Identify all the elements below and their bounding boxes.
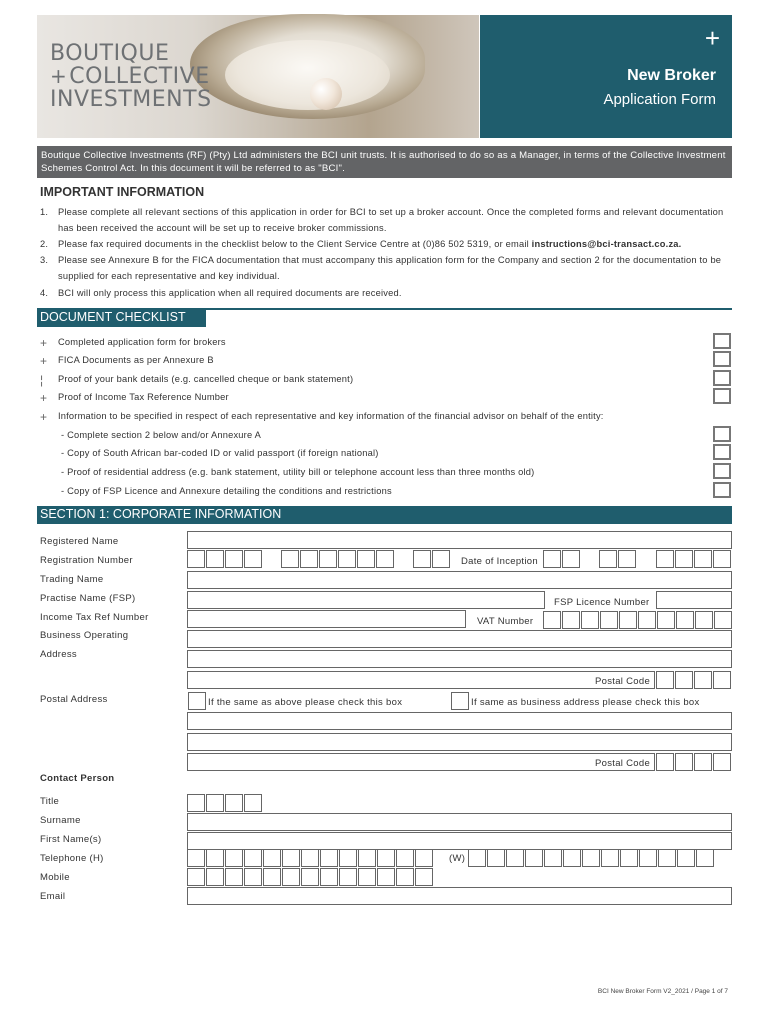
form-title: New Broker	[627, 67, 716, 84]
postal-code-cell[interactable]	[675, 753, 693, 771]
business-operating-label: Business Operating	[40, 630, 129, 641]
checklist-checkbox[interactable]	[713, 482, 731, 498]
registration-digit-cell[interactable]	[187, 550, 205, 568]
mobile-digit-cell[interactable]	[396, 868, 414, 886]
mobile-digit-cell[interactable]	[339, 868, 357, 886]
same-as-business-label: If same as business address please check this box	[471, 697, 700, 708]
telephone-w-label: (W)	[449, 853, 466, 864]
phone-digit-cell[interactable]	[544, 849, 562, 867]
mobile-digit-cell[interactable]	[415, 868, 433, 886]
trading-name-field[interactable]	[187, 571, 732, 589]
registration-digit-cell[interactable]	[319, 550, 337, 568]
phone-digit-cell[interactable]	[506, 849, 524, 867]
header-title-panel	[480, 15, 732, 138]
title-cell[interactable]	[187, 794, 205, 812]
same-as-above-checkbox[interactable]	[188, 692, 206, 710]
mobile-digit-cell[interactable]	[244, 868, 262, 886]
phone-digit-cell[interactable]	[601, 849, 619, 867]
email-field[interactable]	[187, 887, 732, 905]
mobile-digit-cell[interactable]	[282, 868, 300, 886]
income-tax-label: Income Tax Ref Number	[40, 612, 149, 623]
vat-number-label: VAT Number	[477, 616, 534, 627]
plus-bullet-icon: +	[40, 391, 48, 405]
registered-name-field[interactable]	[187, 531, 732, 549]
phone-digit-cell[interactable]	[206, 849, 224, 867]
postal-code-cell[interactable]	[656, 753, 674, 771]
vat-digit-cell[interactable]	[581, 611, 599, 629]
registration-digit-cell[interactable]	[357, 550, 375, 568]
date-cell[interactable]	[656, 550, 674, 568]
form-subtitle: Application Form	[603, 91, 716, 108]
checklist-checkbox[interactable]	[713, 426, 731, 442]
section1-heading: SECTION 1: CORPORATE INFORMATION	[37, 506, 732, 524]
mobile-digit-cell[interactable]	[320, 868, 338, 886]
postal-address-line-3[interactable]	[187, 753, 655, 771]
plus-bullet-icon: ¦	[40, 373, 44, 387]
business-address-line-2[interactable]	[187, 650, 732, 668]
important-heading: IMPORTANT INFORMATION	[40, 185, 205, 199]
surname-field[interactable]	[187, 813, 732, 831]
instructions-email-link[interactable]: instructions@bci-transact.co.za.	[531, 239, 682, 249]
vat-digit-cell[interactable]	[619, 611, 637, 629]
registration-digit-cell[interactable]	[432, 550, 450, 568]
postal-code-cell[interactable]	[713, 753, 731, 771]
checklist-checkbox[interactable]	[713, 333, 731, 349]
phone-digit-cell[interactable]	[187, 849, 205, 867]
postal-code-cell[interactable]	[713, 671, 731, 689]
vat-digit-cell[interactable]	[638, 611, 656, 629]
title-label: Title	[40, 796, 60, 807]
title-cell[interactable]	[206, 794, 224, 812]
date-cell[interactable]	[675, 550, 693, 568]
phone-digit-cell[interactable]	[225, 849, 243, 867]
date-cell[interactable]	[562, 550, 580, 568]
phone-digit-cell[interactable]	[525, 849, 543, 867]
checklist-checkbox[interactable]	[713, 444, 731, 460]
checklist-sub-item: - Complete section 2 below and/or Annexure A	[61, 430, 262, 440]
mobile-digit-cell[interactable]	[206, 868, 224, 886]
postal-address-label: Postal Address	[40, 694, 108, 705]
same-as-above-label: If the same as above please check this box	[208, 697, 403, 708]
mobile-digit-cell[interactable]	[358, 868, 376, 886]
phone-digit-cell[interactable]	[620, 849, 638, 867]
practise-name-field[interactable]	[187, 591, 545, 609]
trading-name-label: Trading Name	[40, 574, 104, 585]
checklist-checkbox[interactable]	[713, 370, 731, 386]
checklist-item: + Completed application form for brokers	[40, 336, 226, 350]
logo-line-3: INVESTMENTS	[50, 87, 212, 112]
first-names-field[interactable]	[187, 832, 732, 850]
logo-line-1: BOUTIQUE	[50, 41, 170, 66]
phone-digit-cell[interactable]	[320, 849, 338, 867]
postal-code-cell[interactable]	[656, 671, 674, 689]
contact-person-heading: Contact Person	[40, 773, 115, 784]
telephone-h-label: Telephone (H)	[40, 853, 104, 864]
phone-digit-cell[interactable]	[582, 849, 600, 867]
checklist-sub-item: - Copy of South African bar-coded ID or valid passport (if foreign national)	[61, 448, 379, 458]
registration-digit-cell[interactable]	[206, 550, 224, 568]
checklist-checkbox[interactable]	[713, 388, 731, 404]
postal-address-line-1[interactable]	[187, 712, 732, 730]
phone-digit-cell[interactable]	[696, 849, 714, 867]
fsp-licence-field[interactable]	[656, 591, 732, 609]
date-cell[interactable]	[543, 550, 561, 568]
page-footer: BCI New Broker Form V2_2021 / Page 1 of 7	[597, 988, 728, 995]
postal-code-cell[interactable]	[694, 753, 712, 771]
phone-digit-cell[interactable]	[487, 849, 505, 867]
mobile-digit-cell[interactable]	[225, 868, 243, 886]
date-of-inception-label: Date of Inception	[461, 556, 538, 567]
mobile-digit-cell[interactable]	[301, 868, 319, 886]
phone-digit-cell[interactable]	[415, 849, 433, 867]
logo-plus-icon: +	[50, 64, 68, 88]
vat-digit-cell[interactable]	[562, 611, 580, 629]
date-cell[interactable]	[599, 550, 617, 568]
first-names-label: First Name(s)	[40, 834, 102, 845]
vat-digit-cell[interactable]	[657, 611, 675, 629]
registration-digit-cell[interactable]	[376, 550, 394, 568]
checklist-item: + Information to be specified in respect of each representative and key information of the financial advisor on behalf of the entity:	[40, 410, 604, 424]
checklist-sub-item: - Copy of FSP Licence and Annexure detailing the conditions and restrictions	[61, 486, 392, 496]
phone-digit-cell[interactable]	[563, 849, 581, 867]
postal-code-label: Postal Code	[595, 676, 651, 687]
mobile-digit-cell[interactable]	[187, 868, 205, 886]
registration-digit-cell[interactable]	[413, 550, 431, 568]
pearl-image	[310, 78, 342, 110]
phone-digit-cell[interactable]	[244, 849, 262, 867]
checklist-item: ¦ Proof of your bank details (e.g. cancelled cheque or bank statement)	[40, 373, 354, 387]
registration-digit-cell[interactable]	[225, 550, 243, 568]
phone-digit-cell[interactable]	[639, 849, 657, 867]
logo-line-2: COLLECTIVE	[69, 64, 210, 89]
business-address-line-3[interactable]	[187, 671, 655, 689]
important-list: 1. Please complete all relevant sections of this application in order for BCI to set up a broker account. Once the completed forms and relevant documentation has been received the account will be set up to receive broker commissions. 2. Please fax required documents in the checklist below to the Client Service Centre at (0)86 502 5319, or email instructions@bci-transact.co.za. 3. Please see Annexure B for the FICA documentation that must accompany this application form for the Company and section 2 for the documentation to be supplied for each representative and key individual. 4. BCI will only process this application when all required documents are received.	[40, 207, 724, 298]
checklist-checkbox[interactable]	[713, 463, 731, 479]
postal-code-cell[interactable]	[694, 671, 712, 689]
intro-banner: Boutique Collective Investments (RF) (Pty) Ltd administers the BCI unit trusts. It is authorised to do so as a Manager, in terms of the Collective Investment Schemes Control Act. In this document it will be referred to as "BCI".	[37, 146, 732, 178]
date-cell[interactable]	[618, 550, 636, 568]
plus-bullet-icon: +	[40, 336, 48, 350]
postal-code-cell[interactable]	[675, 671, 693, 689]
vat-digit-cell[interactable]	[600, 611, 618, 629]
fsp-licence-label: FSP Licence Number	[554, 597, 650, 608]
registration-digit-cell[interactable]	[244, 550, 262, 568]
phone-digit-cell[interactable]	[377, 849, 395, 867]
checklist-item: + Proof of Income Tax Reference Number	[40, 391, 229, 405]
vat-digit-cell[interactable]	[714, 611, 732, 629]
mobile-digit-cell[interactable]	[263, 868, 281, 886]
checklist-sub-item: - Proof of residential address (e.g. bank statement, utility bill or telephone account less than three months old)	[61, 467, 535, 477]
phone-digit-cell[interactable]	[339, 849, 357, 867]
postal-address-line-2[interactable]	[187, 733, 732, 751]
checklist-heading: DOCUMENT CHECKLIST	[37, 309, 206, 327]
phone-digit-cell[interactable]	[468, 849, 486, 867]
mobile-label: Mobile	[40, 872, 70, 883]
registered-name-label: Registered Name	[40, 536, 119, 547]
registration-number-label: Registration Number	[40, 555, 133, 566]
surname-label: Surname	[40, 815, 81, 826]
mobile-digit-cell[interactable]	[377, 868, 395, 886]
checklist-item: + FICA Documents as per Annexure B	[40, 354, 214, 368]
registration-digit-cell[interactable]	[300, 550, 318, 568]
date-cell[interactable]	[694, 550, 712, 568]
email-label: Email	[40, 891, 66, 902]
phone-digit-cell[interactable]	[358, 849, 376, 867]
same-as-business-checkbox[interactable]	[451, 692, 469, 710]
title-cell[interactable]	[244, 794, 262, 812]
phone-digit-cell[interactable]	[301, 849, 319, 867]
date-cell[interactable]	[713, 550, 731, 568]
brand-logo	[50, 42, 212, 111]
vat-digit-cell[interactable]	[695, 611, 713, 629]
title-cell[interactable]	[225, 794, 243, 812]
phone-digit-cell[interactable]	[282, 849, 300, 867]
postal-code-label-2: Postal Code	[595, 758, 651, 769]
vat-digit-cell[interactable]	[676, 611, 694, 629]
income-tax-field[interactable]	[187, 610, 466, 628]
plus-bullet-icon: +	[40, 354, 48, 368]
phone-digit-cell[interactable]	[658, 849, 676, 867]
address-label: Address	[40, 649, 77, 660]
phone-digit-cell[interactable]	[263, 849, 281, 867]
plus-bullet-icon: +	[40, 410, 48, 424]
checklist-checkbox[interactable]	[713, 351, 731, 367]
registration-digit-cell[interactable]	[338, 550, 356, 568]
practise-name-label: Practise Name (FSP)	[40, 593, 136, 604]
phone-digit-cell[interactable]	[677, 849, 695, 867]
brand-plus-icon: +	[704, 23, 720, 53]
phone-digit-cell[interactable]	[396, 849, 414, 867]
oyster-shell-inner	[225, 40, 390, 110]
registration-digit-cell[interactable]	[281, 550, 299, 568]
business-address-line-1[interactable]	[187, 630, 732, 648]
vat-digit-cell[interactable]	[543, 611, 561, 629]
